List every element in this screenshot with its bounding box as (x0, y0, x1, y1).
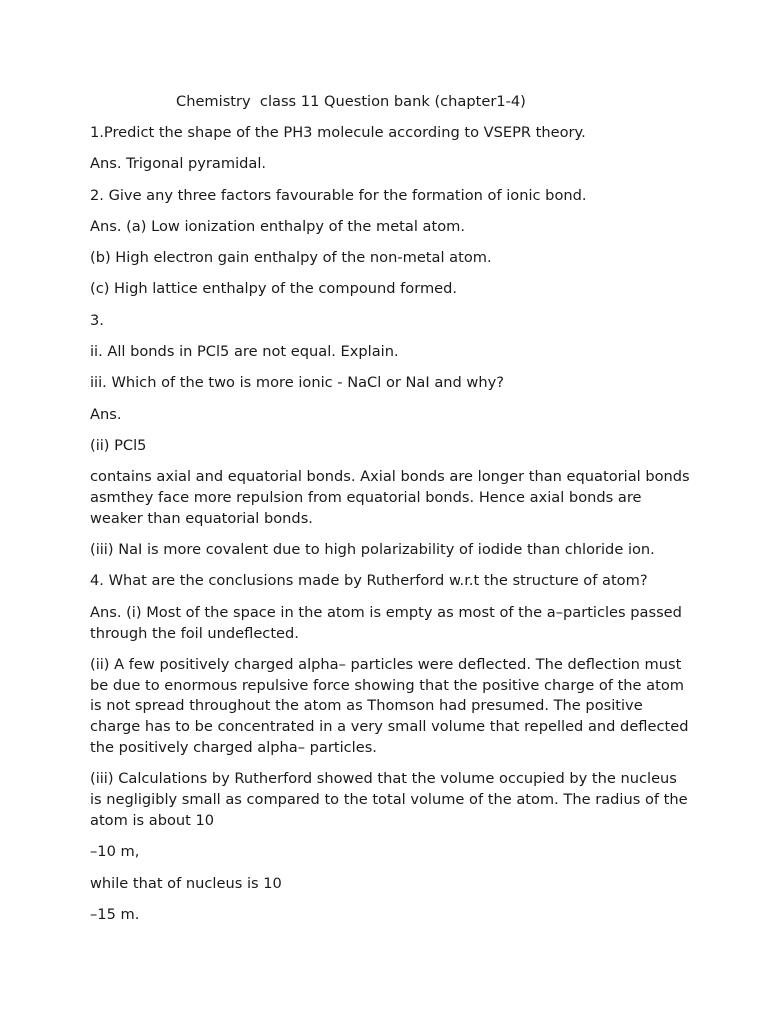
paragraph: ii. All bonds in PCl5 are not equal. Explain. (90, 343, 399, 361)
paragraph: (b) High electron gain enthalpy of the non-metal atom. (90, 249, 492, 267)
paragraph: 1.Predict the shape of the PH3 molecule according to VSEPR theory. (90, 124, 586, 141)
paragraph: Ans. (90, 405, 122, 423)
paragraph: iii. Which of the two is more ionic - NaCl or NaI and why? (90, 374, 504, 392)
paragraph: –15 m. (90, 905, 140, 923)
paragraph: Ans. Trigonal pyramidal. (90, 155, 267, 173)
paragraph: 3. (90, 311, 104, 329)
paragraph: Ans. (a) Low ionization enthalpy of the metal atom. (90, 217, 465, 235)
document-body (90, 123, 690, 936)
paragraph: while that of nucleus is 10 (90, 874, 282, 892)
paragraph: (ii) PCl5 (90, 436, 147, 454)
document-title: Chemistry class 11 Question bank (chapter1-4) (176, 93, 526, 110)
paragraph: (iii) Calculations by Rutherford showed that the volume occupied by the nucleus is negligibly small as compared to the total volume of the atom. The radius of the atom is about 10 (90, 770, 688, 829)
paragraph: (ii) A few positively charged alpha– particles were deflected. The deflection must be due to enormous repulsive force showing that the positive charge of the atom is not spread throughout the atom as Thomson had presumed. The positive charge has to be concentrated in a very small volume that repelled and deflected the positively charged alpha– particles. (90, 655, 689, 757)
paragraph: 2. Give any three factors favourable for the formation of ionic bond. (90, 186, 587, 204)
paragraph: contains axial and equatorial bonds. Axial bonds are longer than equatorial bonds asmthey face more repulsion from equatorial bonds. Hence axial bonds are weaker than equatorial bonds. (90, 468, 690, 527)
paragraph: –10 m, (90, 843, 140, 861)
paragraph: 4. What are the conclusions made by Rutherford w.r.t the structure of atom? (90, 572, 648, 590)
paragraph: (c) High lattice enthalpy of the compound formed. (90, 280, 458, 298)
paragraph: Ans. (i) Most of the space in the atom is empty as most of the a–particles passed through the foil undeflected. (90, 603, 682, 642)
paragraph: (iii) NaI is more covalent due to high polarizability of iodide than chloride ion. (90, 541, 655, 559)
